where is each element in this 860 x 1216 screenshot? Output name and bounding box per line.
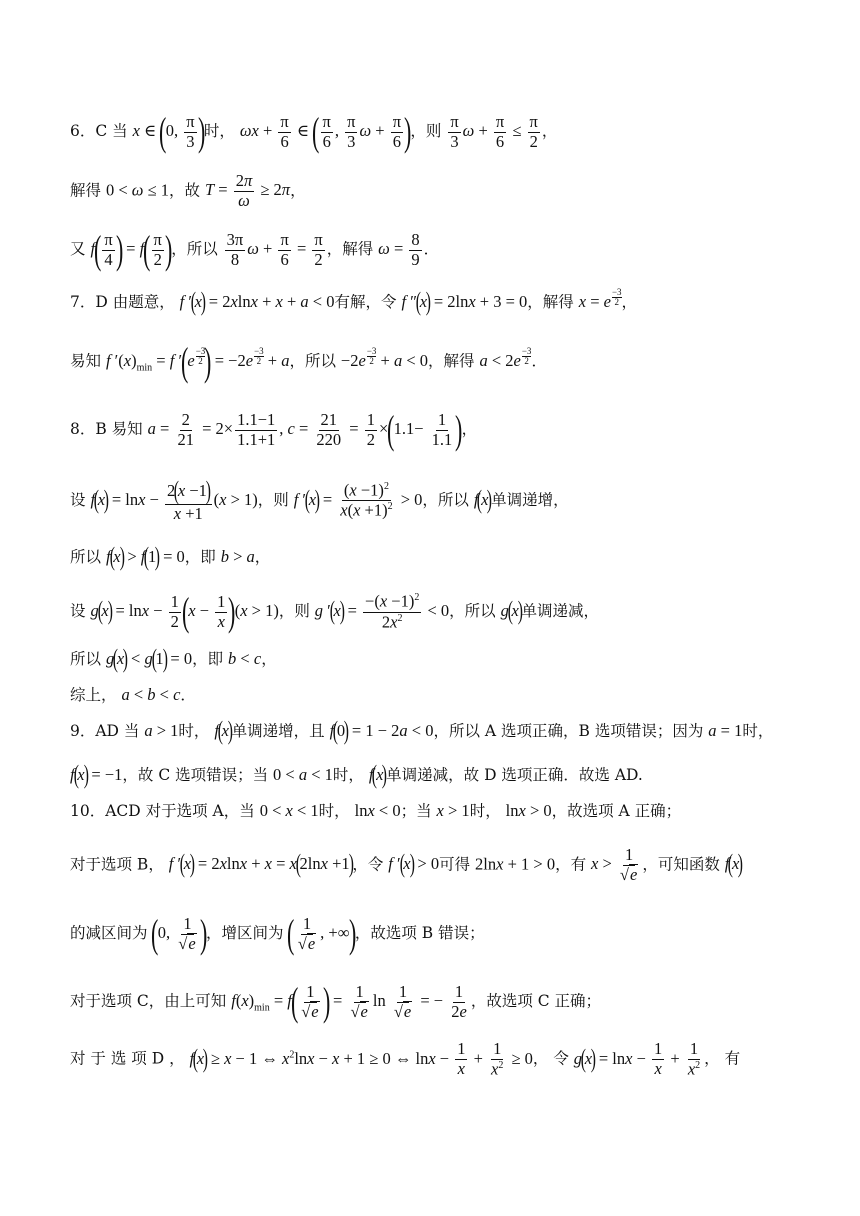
- solution-8-line-5: 所以 g(x) < g(1) = 0，即 b < c，: [70, 644, 277, 673]
- solution-10-line-4: 对于选项 C，由上可知 $f(x)_{min} = f$( $\frac{1}{√e}$ ) = $\frac{1}{√e}$ ln $\frac{1}{√e}$ = − $\frac{1}{2e}$ ，故选项 C 正确；: [70, 979, 602, 1024]
- solution-7-line-2: 易知 f $'(x)_{min} = f$ ′(e $\frac{-3}{2}$ ) = −2e $\frac{-3}{2}$ + a，所以 −2e $\frac{-3}{2}$ + a < 0，解得 a < 2e $\frac{-3}{2}$ ．: [70, 339, 547, 384]
- solution-10-line-5: 对 于 选 项 D ， f(x) ≥ x − 1 ⇔ $x^2\ln x - x + 1 \ge 0$ ⇔ lnx − $\frac{1}{x}$ + $\frac{1}{x^2}$ ≥ 0， 令 g(x) = lnx − $\frac{1}{x}$ + $\frac{1}{x^2}$ ， 有: [70, 1039, 741, 1079]
- solution-6-line-3: 又 f( $\frac{\pi}{4}$ ) = f( $\frac{\pi}{2}$ )，所以 $\frac{3\pi}{8}$ ω + $\frac{\pi}{6}$ = $\frac{\pi}{2}$ ，解得 ω = $\frac{8}{9}$ ．: [70, 227, 440, 272]
- solution-9-line-1: 9．AD 当 a > 1时， f(x)单调递增，且 f(0) = 1 − 2a < 0，所以 A 选项正确，B 选项错误；因为 a = 1时，: [70, 716, 774, 745]
- solution-7-line-1: 7．D 由题意， f ′(x) = 2xlnx + x + a < 0有解，令 f ″(x) = 2lnx + 3 = 0，解得 x = e $\frac{-3}{2}$ ，: [70, 287, 638, 316]
- solution-10-line-2: 对于选项 B， f ′(x) = 2xlnx + x = x(2lnx +1)，令 f ′(x) > 0可得 2lnx + 1 > 0，有 x > $\frac{1}{√e}$ ，可知函数 f(x): [70, 845, 744, 884]
- solution-8-line-6: 综上， a < b < c．: [70, 685, 196, 704]
- solution-8-line-1: 8．B 易知 a = $\frac{2}{21}$ = 2× $\frac{1.1-1}{1.1+1}$ , c = $\frac{21}{220}$ = $\frac{1}{2}$ ×(1.1− $\frac{1}{1.1}$ )，: [70, 407, 478, 452]
- solution-8-line-4: 设 g(x) = lnx − $\frac{1}{2}$ (x − $\frac{1}{x}$ )(x > 1)，则 g ′(x) = $\frac{-(x -1)^2}{2x^2}$ < 0，所以 g(x)单调递减，: [70, 589, 600, 634]
- solution-6-line-1: 6．C 当 x ∈ (0, $\frac{\pi}{3}$ )时， ωx + $\frac{\pi}{6}$ ∈ ( $\frac{\pi}{6}$ , $\frac{\pi}{3}$ ω + $\frac{\pi}{6}$ )，则 $\frac{\pi}{3}$ ω + $\frac{\pi}{6}$ ≤ $\frac{\pi}{2}$ ，: [70, 109, 558, 154]
- solution-8-line-3: 所以 f(x) > f(1) = 0，即 b > a，: [70, 542, 271, 571]
- solution-10-line-3: 的减区间为 (0, $\frac{1}{√e}$ )，增区间为 ( $\frac{1}{√e}$ , +∞)，故选项 B 错误；: [70, 911, 485, 956]
- solution-9-line-2: f(x) = −1，故 C 选项错误；当 0 < a < 1时， f(x)单调递减，故 D 选项正确．故选 AD.: [70, 760, 643, 789]
- solution-10-line-1: 10．ACD 对于选项 A，当 0 < x < 1时， lnx < 0；当 x > 1时， lnx > 0，故选项 A 正确；: [70, 801, 682, 820]
- solution-6-line-2: 解得 0 < ω ≤ 1，故 T = $\frac{2\pi}{\omega}$ ≥ 2π，: [70, 171, 306, 210]
- solution-8-line-2: 设 f(x) = lnx − $\frac{2(x -1)}{x +1}$ (x > 1)，则 f ′(x) = $\frac{(x -1)^2}{x(x +1)^2}$ > 0，所以 f(x)单调递增，: [70, 476, 569, 523]
